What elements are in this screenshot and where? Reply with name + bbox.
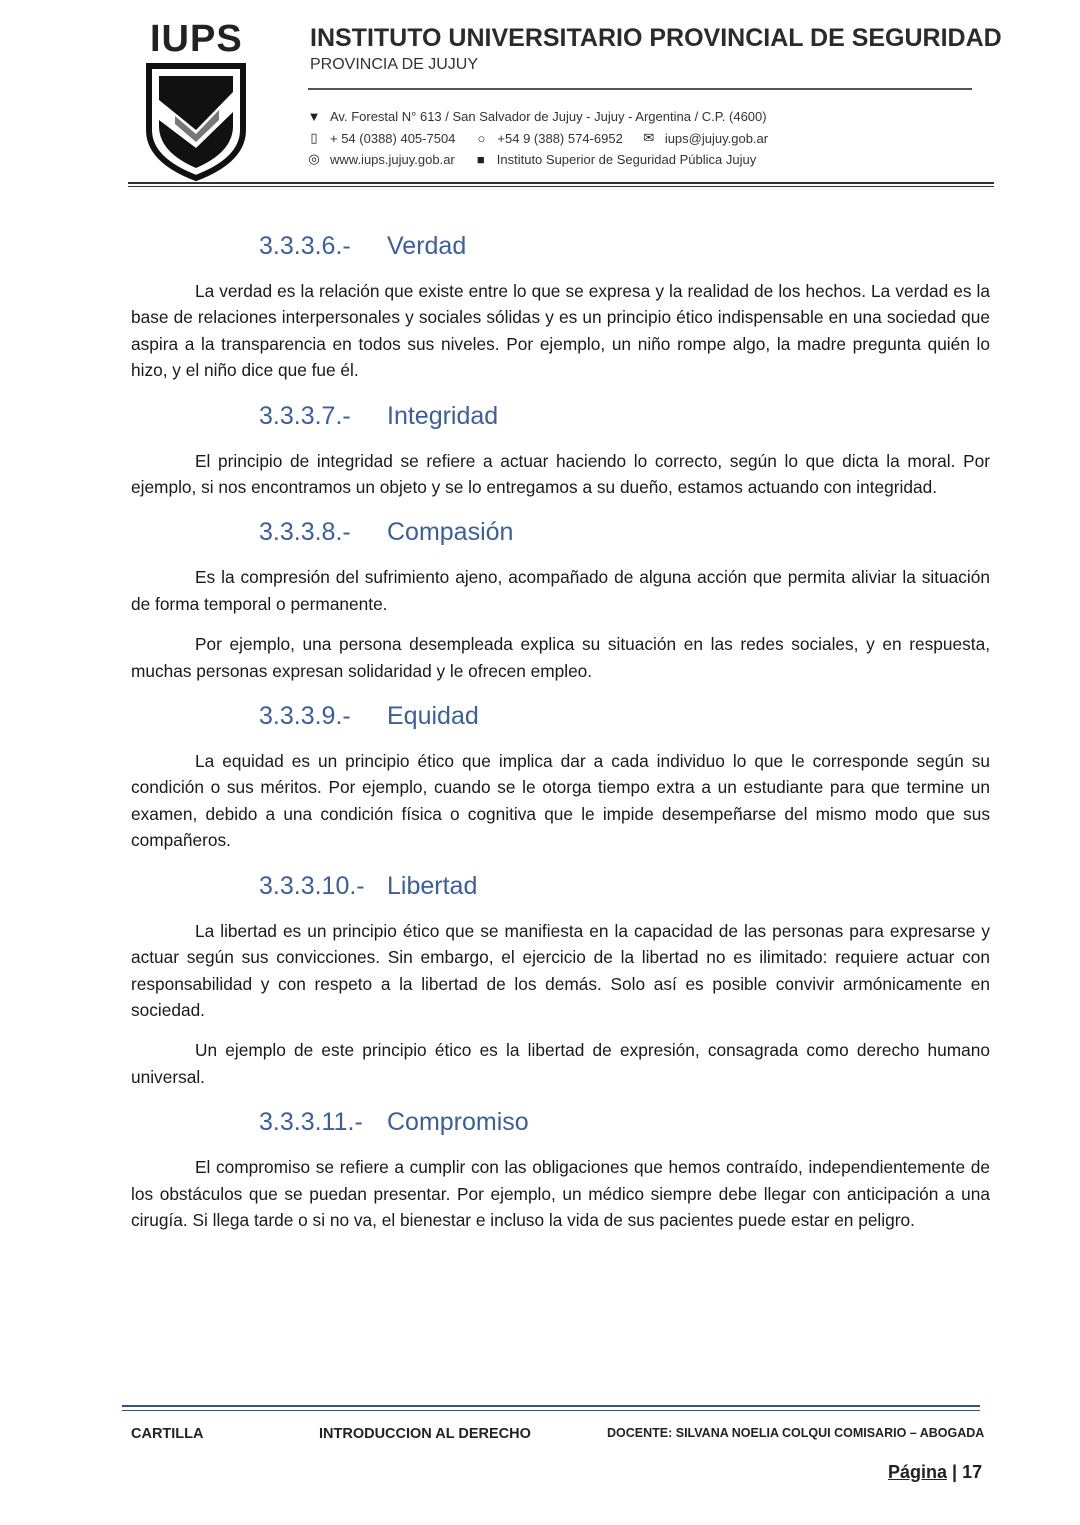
section-title: Compromiso — [387, 1108, 529, 1137]
section-number: 3.3.3.9.- — [259, 702, 351, 731]
section-title: Equidad — [387, 702, 479, 731]
institution-title: INSTITUTO UNIVERSITARIO PROVINCIAL DE SEGURIDAD — [310, 24, 1002, 52]
website-text[interactable]: www.iups.jujuy.gob.ar — [330, 151, 455, 167]
paragraph: La libertad es un principio ético que se manifiesta en la capacidad de las personas para expresarse y actuar según sus convicciones. Sin embargo, el ejercicio de la libertad no es ilimitado: requiere actuar con responsabilidad y con respeto a la libertad de los demás. Solo así es posible convivir armónicamente en sociedad. — [131, 920, 990, 1020]
paragraph: La verdad es la relación que existe entre lo que se expresa y la realidad de los hechos. La verdad es la base de relaciones interpersonales y sociales sólidas y es un principio ético indispensable en una sociedad que aspira a la transparencia en todos sus niveles. Por ejemplo, un niño rompe algo, la madre pregunta quién lo hizo, y el niño dice que fue él. — [131, 281, 990, 381]
header-divider — [308, 88, 972, 90]
phone-icon: ▯ — [310, 130, 318, 145]
section-number: 3.3.3.10.- — [259, 871, 365, 900]
section-title: Libertad — [387, 871, 478, 900]
footer-left-label: CARTILLA — [131, 1426, 204, 1442]
phone-line — [306, 130, 768, 146]
paragraph: El principio de integridad se refiere a actuar haciendo lo correcto, según lo que dicta la moral. Por ejemplo, si nos encontramos un objeto y se lo entregamos a su dueño, estamos actuando con integridad. — [131, 450, 990, 498]
page-label: Página — [888, 1462, 948, 1482]
address-line — [306, 109, 767, 124]
header-rule-thin — [128, 186, 994, 187]
email-text[interactable]: iups@jujuy.gob.ar — [664, 130, 769, 146]
logo-text: IUPS — [150, 18, 243, 60]
footer-teacher-label: DOCENTE: SILVANA NOELIA COLQUI COMISARIO – ABOGADA — [607, 1426, 985, 1440]
section-number: 3.3.3.7.- — [259, 401, 351, 430]
paragraph: Por ejemplo, una persona desempleada explica su situación en las redes sociales, y en respuesta, muchas personas expresan solidaridad y le ofrecen empleo. — [131, 634, 990, 681]
paragraph: Es la compresión del sufrimiento ajeno, acompañado de alguna acción que permita aliviar la situación de forma temporal o permanente. — [131, 567, 990, 614]
section-title: Compasión — [387, 518, 514, 547]
paragraph: El compromiso se refiere a cumplir con las obligaciones que hemos contraído, independientemente de los obstáculos que se puedan presentar. Por ejemplo, un médico siempre debe llegar con anticipación a una cirugía. Si llega tarde o si no va, el bienestar e incluso la vida de sus pacientes puede estar en peligro. — [131, 1157, 990, 1230]
page-number — [888, 1462, 982, 1483]
facebook-icon: ■ — [476, 151, 485, 167]
page-number-value: 17 — [962, 1462, 983, 1482]
phone-text: + 54 (0388) 405-7504 — [330, 130, 456, 146]
section-number: 3.3.3.6.- — [259, 232, 351, 260]
email-icon: ✉ — [643, 130, 655, 145]
section-heading — [259, 1104, 990, 1140]
section-heading — [259, 698, 990, 734]
whatsapp-text: +54 9 (388) 574-6952 — [497, 130, 623, 146]
facebook-text[interactable]: Instituto Superior de Seguridad Pública Jujuy — [496, 151, 757, 167]
map-pin-icon: ▼ — [307, 109, 321, 124]
globe-icon: ◎ — [308, 151, 320, 166]
section-heading — [259, 514, 990, 550]
section-number: 3.3.3.11.- — [259, 1108, 363, 1137]
whatsapp-icon: ○ — [477, 130, 486, 146]
page-separator: | — [952, 1462, 958, 1482]
section-title: Verdad — [387, 232, 467, 260]
paragraph: La equidad es un principio ético que implica dar a cada individuo lo que le corresponde según su condición o sus méritos. Por ejemplo, cuando se le otorga tiempo extra a un estudiante para que termine un examen, debido a una condición física o cognitiva que le impide desempeñarse del mismo modo que sus compañeros. — [131, 751, 990, 851]
section-title: Integridad — [387, 401, 499, 430]
paragraph: Un ejemplo de este principio ético es la libertad de expresión, consagrada como derecho humano universal. — [131, 1040, 990, 1087]
shield-logo-icon — [145, 60, 247, 182]
header-rule-thick — [128, 182, 994, 184]
section-heading — [259, 398, 990, 434]
web-line — [306, 151, 756, 167]
footer-rule-thin — [122, 1410, 980, 1411]
institution-subtitle: PROVINCIA DE JUJUY — [310, 56, 479, 73]
section-number: 3.3.3.8.- — [259, 518, 351, 547]
section-heading — [259, 228, 990, 264]
document-body — [131, 228, 990, 1247]
section-heading — [259, 868, 990, 904]
footer-course-label: INTRODUCCION AL DERECHO — [319, 1426, 531, 1442]
footer-rule-thick — [122, 1405, 980, 1407]
address-text: Av. Forestal N° 613 / San Salvador de Jujuy - Jujuy - Argentina / C.P. (4600) — [330, 109, 767, 124]
